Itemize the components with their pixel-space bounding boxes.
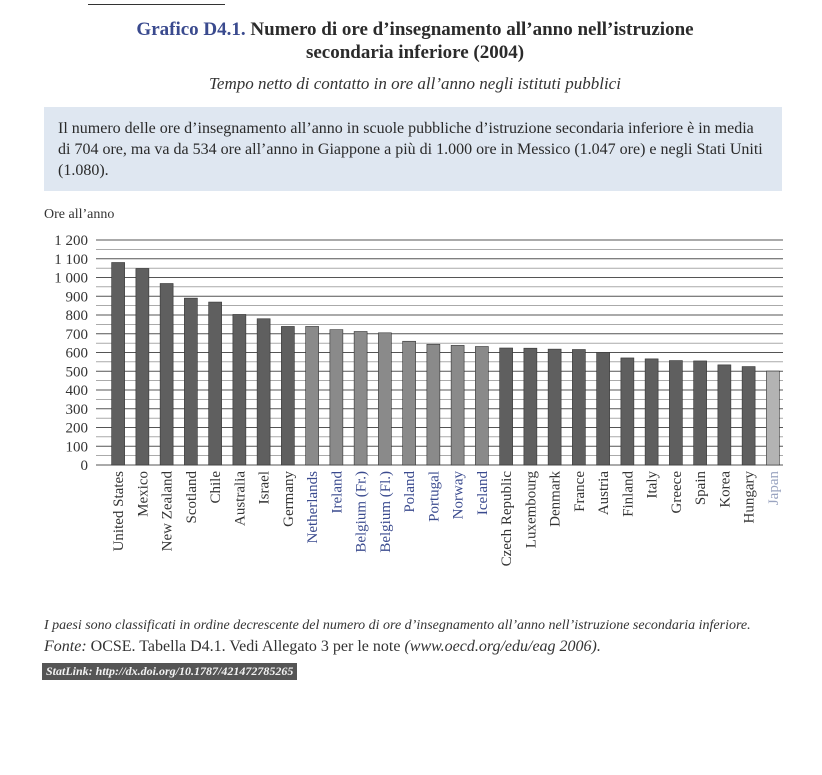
y-tick-label: 1 200 [54, 233, 88, 249]
y-tick-label: 800 [65, 308, 88, 324]
bar [160, 284, 173, 466]
bar [621, 358, 634, 465]
bar [597, 352, 610, 465]
bar [645, 359, 658, 465]
x-tick-label: Norway [450, 471, 467, 520]
bar [281, 326, 294, 465]
bar [766, 371, 779, 465]
x-tick-label: Italy [644, 471, 661, 499]
statlink[interactable]: StatLink: http://dx.doi.org/10.1787/421472785265 [42, 663, 297, 680]
bar [378, 333, 391, 465]
bar [112, 263, 125, 466]
x-tick-label: Japan [765, 471, 782, 506]
x-tick-label: Greece [668, 471, 685, 514]
x-tick-label: Korea [717, 471, 734, 508]
x-tick-label: Portugal [426, 471, 443, 522]
figure-label: Grafico D4.1. [136, 19, 246, 40]
x-tick-label: Spain [693, 471, 710, 506]
x-tick-label: Scotland [183, 471, 200, 524]
bar [451, 345, 464, 465]
bar [524, 348, 537, 465]
bar [694, 361, 707, 465]
x-tick-label: Germany [280, 471, 297, 527]
x-tick-label: Poland [402, 471, 419, 513]
x-tick-label: Netherlands [305, 471, 322, 544]
source-label: Fonte: [44, 638, 87, 655]
bar [184, 298, 197, 465]
y-tick-label: 900 [65, 289, 88, 306]
y-axis-label: Ore all’anno [44, 207, 115, 222]
title-line-1: Numero di ore d’insegnamento all’anno nell’istruzione [250, 19, 694, 40]
y-tick-label: 200 [65, 420, 88, 437]
bar [548, 349, 561, 465]
source-url[interactable]: (www.oecd.org/edu/eag 2006). [404, 638, 601, 655]
bar [306, 326, 319, 465]
bar [330, 330, 343, 465]
summary-text: Il numero delle ore d’insegnamento all’anno in scuole pubbliche d’istruzione secondaria inferiore è in media di 704 ore, ma va da 534 ore all’anno in Giappone a più di 1.000 ore in Messico (1.047 ore) e negli Stati Uniti (1.080). [58, 120, 763, 179]
source-text: OCSE. Tabella D4.1. Vedi Allegato 3 per le note [90, 638, 401, 655]
y-tick-label: 1 000 [54, 270, 88, 287]
bar [572, 350, 585, 466]
y-tick-label: 300 [65, 401, 88, 418]
y-tick-label: 1 100 [54, 251, 88, 268]
x-tick-label: New Zealand [159, 471, 176, 552]
x-tick-label: Israel [256, 471, 273, 505]
bar [475, 347, 488, 466]
x-tick-label: Belgium (Fr.) [353, 471, 370, 553]
bar [136, 269, 149, 465]
x-tick-label: Finland [620, 471, 637, 517]
x-tick-label: Ireland [329, 471, 346, 514]
bar [403, 341, 416, 465]
y-tick-label: 100 [65, 439, 88, 456]
bar [354, 332, 367, 466]
y-tick-label: 500 [65, 364, 88, 381]
bar [500, 348, 513, 465]
bar [742, 367, 755, 465]
x-tick-label: Czech Republic [499, 471, 516, 567]
y-tick-label: 700 [65, 326, 88, 343]
x-tick-label: Belgium (Fl.) [377, 471, 394, 553]
x-tick-label: United States [111, 471, 128, 552]
source-line [44, 638, 784, 656]
title-line-2: secondaria inferiore (2004) [305, 42, 525, 63]
x-tick-label: Hungary [741, 471, 758, 524]
bar [233, 314, 246, 465]
bar [257, 319, 270, 465]
y-tick-label: 600 [65, 345, 88, 362]
bar [209, 302, 222, 465]
y-tick-label: 400 [65, 383, 88, 399]
x-tick-label: Austria [596, 471, 613, 516]
x-tick-label: Iceland [474, 471, 491, 516]
bar [427, 344, 440, 465]
x-tick-label: Luxembourg [523, 471, 540, 549]
x-tick-label: Chile [208, 471, 225, 504]
bar [718, 365, 731, 465]
footnote: I paesi sono classificati in ordine decrescente del numero di ore d’insegnamento all’anno nell’istruzione secondaria inferiore. [44, 618, 751, 633]
x-tick-label: Australia [232, 471, 249, 526]
chart-subtitle: Tempo netto di contatto in ore all’anno negli istituti pubblici [209, 74, 621, 93]
x-tick-label: Mexico [135, 471, 152, 517]
bar [669, 361, 682, 465]
y-tick-label: 0 [80, 458, 88, 474]
x-tick-label: Denmark [547, 471, 564, 527]
x-tick-label: France [571, 471, 588, 512]
